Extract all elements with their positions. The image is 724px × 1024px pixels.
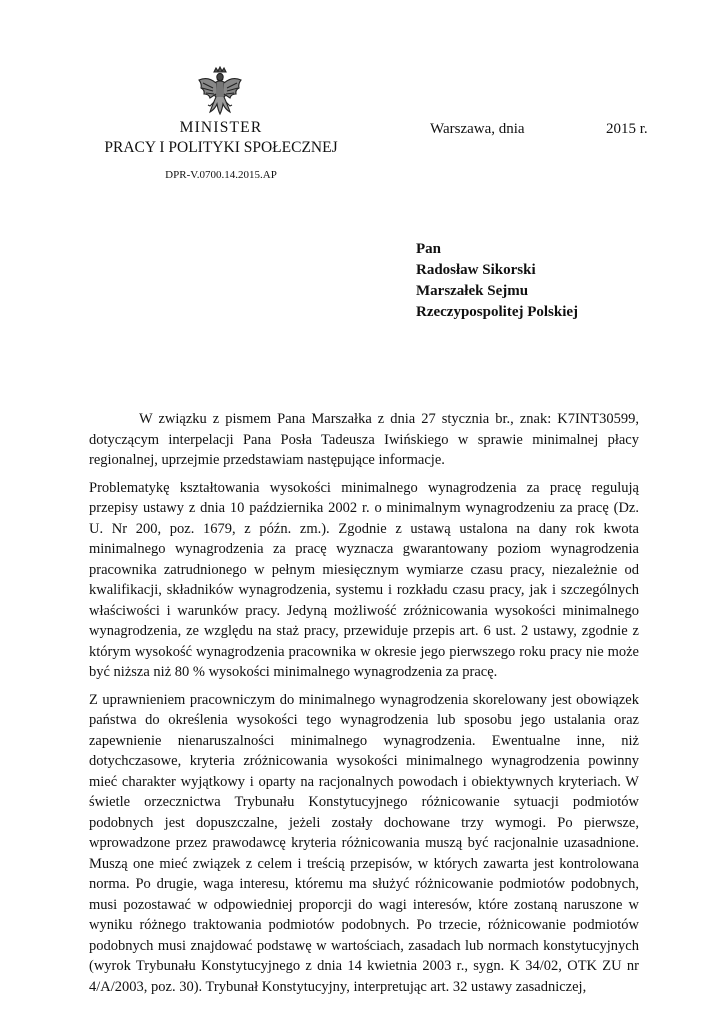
polish-eagle-emblem-icon [196, 66, 244, 118]
addressee-position: Marszałek Sejmu [416, 283, 529, 299]
body-paragraph: Problematykę kształtowania wysokości minimalnego wynagrodzenia za pracę regulują przepisy ustawy z dnia 10 października 2002 r. o minimalnym wynagrodzeniu za pracę (Dz. U. Nr 200, poz. 1679, z późn. zm.). Zgodnie z ustawą ustalona na dany rok kwota minimalnego wynagrodzenia za pracę wyznacza gwarantowany poziom wynagrodzenia pracownika zatrudnionego w pełnym miesięcznym wymiarze czasu pracy, niezależnie od kwalifikacji, składników wynagrodzenia, systemu i rozkładu czasu pracy, jak i szczególnych właściwości i warunków pracy. Jedyną możliwość zróżnicowania wysokości minimalnego wynagrodzenia, ze względu na staż pracy, przewiduje przepis art. 6 ust. 2 ustawy, zgodnie z którym wysokość wynagrodzenia pracownika w okresie jego pierwszego roku pracy nie może być niższa niż 80 % wysokości minimalnego wynagrodzenia za pracę. [89, 479, 639, 680]
addressee-institution: Rzeczypospolitej Polskiej [416, 304, 579, 320]
ministry-name: PRACY I POLITYKI SPOŁECZNEJ [104, 139, 338, 156]
letter-body [89, 409, 639, 1004]
addressee-block [416, 239, 578, 323]
body-paragraph: W związku z pismem Pana Marszałka z dnia 27 stycznia br., znak: K7INT30599, dotyczącym interpelacji Pana Posła Tadeusza Iwińskiego w sprawie minimalnej płacy regionalnej, uprzejmie przedstawiam następujące informacje. [89, 411, 639, 468]
date-year: 2015 r. [606, 121, 648, 137]
addressee-salutation: Pan [416, 241, 442, 257]
addressee-name: Radosław Sikorski [416, 262, 536, 278]
body-paragraph: Z uprawnieniem pracowniczym do minimalnego wynagrodzenia skorelowany jest obowiązek państwa do określenia wysokości tego wynagrodzenia lub sposobu jego ustalania oraz zapewnienie nienaruszalności minimalnego wynagrodzenia. Ewentualne inne, niż dotychczasowe, kryteria zróżnicowania wysokości minimalnego wynagrodzenia powinny mieć charakter wyjątkowy i oparty na racjonalnych powodach i obiektywnych kryteriach. W świetle orzecznictwa Trybunału Konstytucyjnego różnicowanie sytuacji podmiotów podobnych jest dopuszczalne, jeżeli zostały dochowane trzy wymogi. Po pierwsze, wprowadzone przez prawodawcę kryteria różnicowania muszą być racjonalnie uzasadnione. Muszą one mieć związek z celem i treścią przepisów, w których zawarta jest kontrolowana norma. Po drugie, waga interesu, któremu ma służyć różnicowanie podmiotów podobnych, musi pozostawać w odpowiedniej proporcji do wagi interesów, które zostaną naruszone w wyniku różnego traktowania podmiotów podobnych. Po trzecie, różnicowanie podmiotów podobnych musi znajdować podstawę w wartościach, zasadach lub normach konstytucyjnych (wyrok Trybunału Konstytucyjnego z dnia 14 kwietnia 2003 r., sygn. K 34/02, OTK ZU nr 4/A/2003, poz. 30). Trybunał Konstytucyjny, interpretując art. 32 ustawy zasadniczej, [89, 691, 639, 995]
minister-title: MINISTER [179, 119, 263, 136]
reference-number: DPR-V.0700.14.2015.AP [165, 169, 277, 181]
city-date: Warszawa, dnia [430, 121, 525, 137]
